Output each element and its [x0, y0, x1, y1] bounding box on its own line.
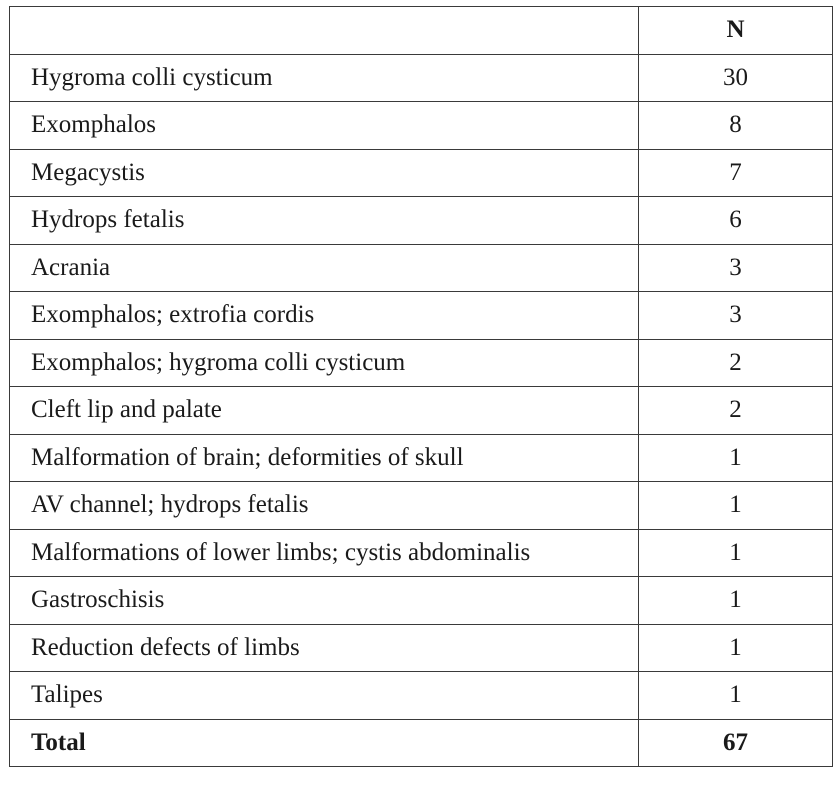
row-label-cell: Hydrops fetalis: [10, 197, 639, 245]
row-label-cell: Exomphalos: [10, 102, 639, 150]
row-count-cell: 3: [639, 244, 833, 292]
total-count-cell: 67: [639, 719, 833, 767]
row-count-cell: 3: [639, 292, 833, 340]
table-row: [10, 197, 833, 245]
table-row: [10, 434, 833, 482]
table-row: [10, 387, 833, 435]
table-row: [10, 577, 833, 625]
row-label-cell: Cleft lip and palate: [10, 387, 639, 435]
row-count-cell: 1: [639, 624, 833, 672]
row-label-cell: Gastroschisis: [10, 577, 639, 625]
row-label-cell: Megacystis: [10, 149, 639, 197]
row-count-cell: 30: [639, 54, 833, 102]
table-row: [10, 102, 833, 150]
table-row: [10, 672, 833, 720]
row-label-cell: Malformations of lower limbs; cystis abdominalis: [10, 529, 639, 577]
row-count-cell: 1: [639, 482, 833, 530]
row-label-cell: Acrania: [10, 244, 639, 292]
row-count-cell: 2: [639, 387, 833, 435]
row-count-cell: 7: [639, 149, 833, 197]
row-label-cell: Talipes: [10, 672, 639, 720]
row-label-cell: Exomphalos; extrofia cordis: [10, 292, 639, 340]
table-row: [10, 624, 833, 672]
malformation-table: [9, 6, 833, 767]
row-label-cell: Exomphalos; hygroma colli cysticum: [10, 339, 639, 387]
table-row: [10, 529, 833, 577]
row-label-cell: AV channel; hydrops fetalis: [10, 482, 639, 530]
row-count-cell: 1: [639, 577, 833, 625]
row-label-cell: Malformation of brain; deformities of skull: [10, 434, 639, 482]
row-count-cell: 2: [639, 339, 833, 387]
row-count-cell: 1: [639, 672, 833, 720]
header-count-cell: N: [639, 7, 833, 55]
row-count-cell: 8: [639, 102, 833, 150]
row-count-cell: 6: [639, 197, 833, 245]
table-row: [10, 149, 833, 197]
table-body: [10, 54, 833, 719]
row-count-cell: 1: [639, 434, 833, 482]
row-count-cell: 1: [639, 529, 833, 577]
table-row: [10, 244, 833, 292]
table-row: [10, 292, 833, 340]
table-total-row: [10, 719, 833, 767]
table-row: [10, 54, 833, 102]
table-row: [10, 482, 833, 530]
total-label-cell: Total: [10, 719, 639, 767]
row-label-cell: Reduction defects of limbs: [10, 624, 639, 672]
header-label-cell: [10, 7, 639, 55]
table-row: [10, 339, 833, 387]
row-label-cell: Hygroma colli cysticum: [10, 54, 639, 102]
table-header-row: [10, 7, 833, 55]
